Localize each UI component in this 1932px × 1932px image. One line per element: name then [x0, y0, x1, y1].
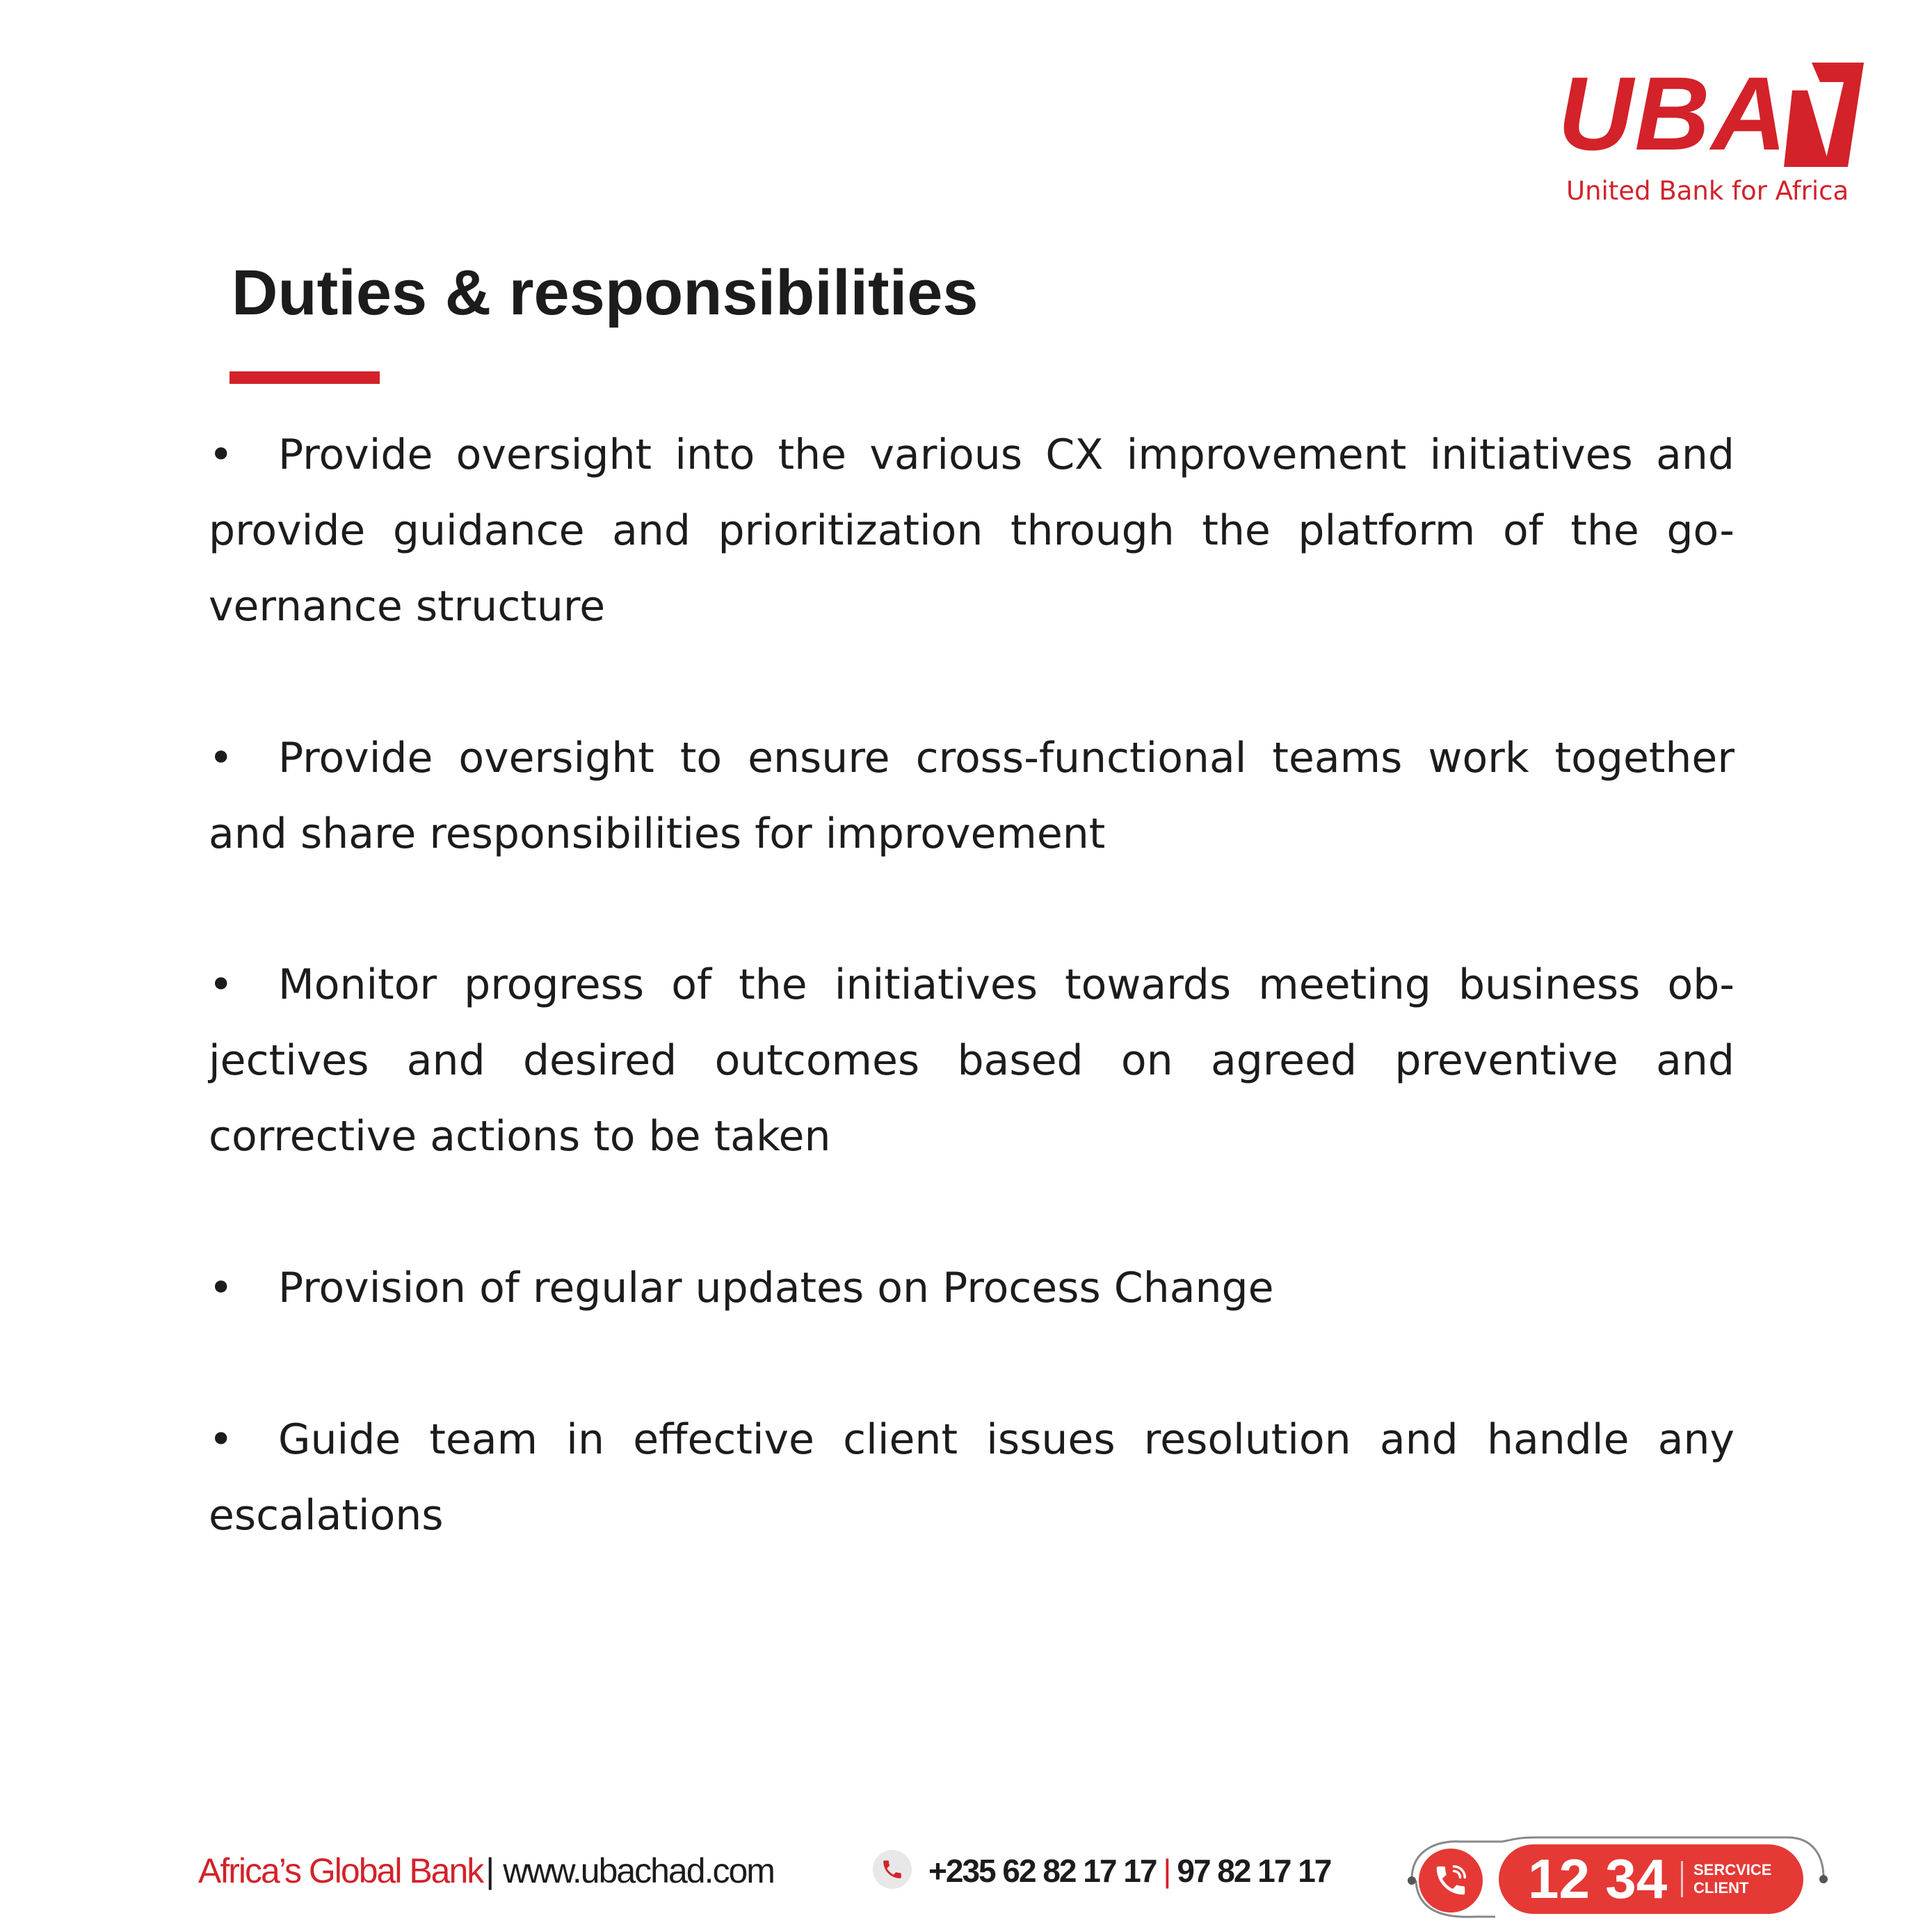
- bullet-icon: •: [209, 1264, 234, 1312]
- duty-text: Guide team in effective client issues resolution and handle any escalations: [209, 1415, 1734, 1540]
- page-title: Duties & responsibilities: [232, 257, 979, 328]
- service-label-line1: SERCVICE: [1693, 1861, 1772, 1878]
- list-item: [209, 721, 1734, 872]
- list-item: [209, 947, 1734, 1175]
- bullet-icon: •: [209, 430, 234, 479]
- slogan-separator: |: [485, 1851, 494, 1890]
- call-icon: [1419, 1849, 1483, 1913]
- service-label: [1693, 1861, 1791, 1897]
- footer-slogan: [198, 1850, 774, 1892]
- footer: [0, 1822, 1932, 1932]
- website-link[interactable]: www.ubachad.com: [503, 1851, 774, 1890]
- service-number[interactable]: 12 34: [1528, 1848, 1668, 1910]
- list-item: [209, 1402, 1734, 1554]
- list-item: [209, 1250, 1734, 1326]
- service-pill: [1499, 1844, 1803, 1914]
- service-client-badge[interactable]: [1398, 1836, 1829, 1919]
- phone-number-2[interactable]: 97 82 17 17: [1177, 1853, 1331, 1889]
- uba-logo: [1558, 55, 1864, 211]
- list-item: [209, 417, 1734, 645]
- phone-number-1[interactable]: +235 62 82 17 17: [928, 1853, 1157, 1889]
- duty-text: Provide oversight to ensure cross-functional teams work together and share responsibilities for improvement: [209, 734, 1734, 858]
- duty-text: Provision of regular updates on Process Change: [278, 1264, 1274, 1312]
- phone-separator: |: [1163, 1853, 1170, 1889]
- bullet-icon: •: [209, 960, 234, 1009]
- phone-icon: [873, 1850, 912, 1889]
- logo-mark-icon: [1784, 63, 1864, 167]
- duty-text: Monitor progress of the initiatives towards meeting business ob-jectives and desired outcomes based on agreed preventive and corrective actions to be taken: [209, 960, 1734, 1161]
- call-glyph-icon: [1432, 1862, 1470, 1899]
- duty-text: Provide oversight into the various CX improvement initiatives and provide guidance and prioritization through the platform of the go-vernance structure: [209, 430, 1734, 631]
- phone-numbers: [928, 1851, 1330, 1890]
- slogan-text: Africa’s Global Bank: [198, 1851, 483, 1890]
- service-divider: [1681, 1861, 1683, 1897]
- phone-glyph-icon: [880, 1858, 904, 1881]
- logo-wordmark: UBA: [1558, 55, 1788, 172]
- bullet-icon: •: [209, 1415, 234, 1464]
- logo-tagline: United Bank for Africa: [1566, 176, 1849, 206]
- title-underline: [230, 371, 380, 384]
- service-label-line2: CLIENT: [1693, 1879, 1749, 1897]
- bullet-icon: •: [209, 734, 234, 782]
